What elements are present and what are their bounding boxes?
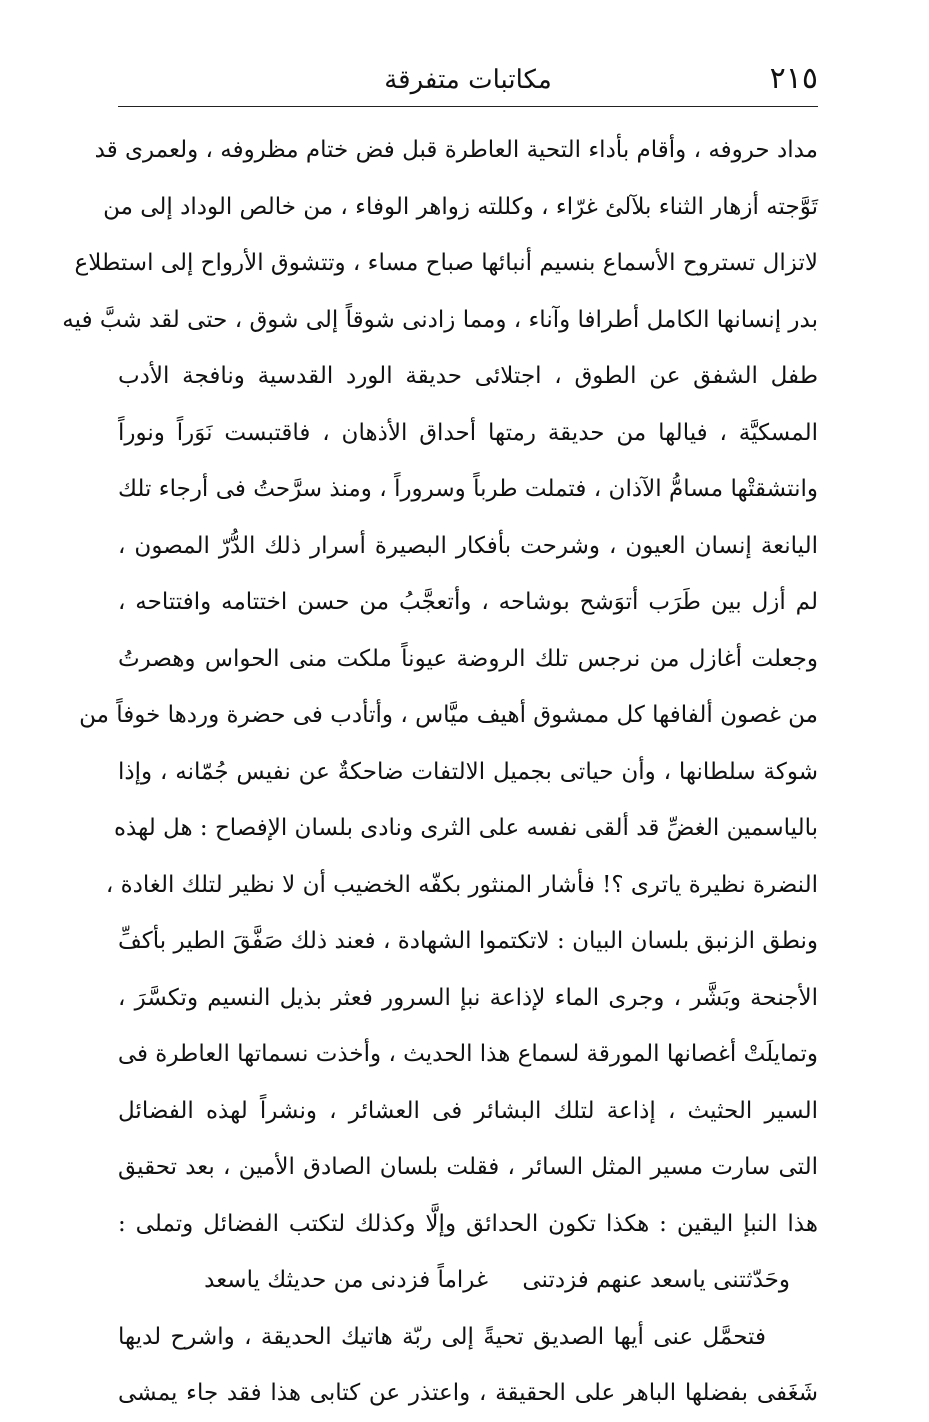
- text-line: من غصون ألفافها كل ممشوق أهيف ميَّاس ، وأتأدب فى حضرة وردها خوفاً من: [79, 702, 818, 728]
- text-line: مداد حروفه ، وأقام بأداء التحية العاطرة قبل فض ختام مظروفه ، ولعمرى قد: [94, 137, 818, 163]
- page-number: ٢١٥: [769, 61, 818, 96]
- text-line: بدر إنسانها الكامل أطرافا وآناء ، ومما زادنى شوقاً إلى شوق ، حتى لقد شبَّ فيه: [62, 306, 818, 333]
- text-line: الأجنحة وبَشَّر ، وجرى الماء لإذاعة نبإ السرور فعثر بذيل النسيم وتكسَّرَ ،: [118, 984, 818, 1011]
- text-line: لم أزل بين طَرَب أتوَشح بوشاحه ، وأتعجَّبُ من حسن اختتامه وافتتاحه ،: [118, 589, 818, 615]
- running-title: مكاتبات متفرقة: [384, 65, 552, 95]
- text-line: طفل الشفق عن الطوق ، اجتلائى حديقة الورد القدسية ونافجة الأدب: [118, 363, 818, 389]
- verse-first-hemistich: وحَدّثتنى ياسعد عنهم فزدتنى: [522, 1267, 790, 1293]
- text-line: فتحمَّل عنى أيها الصديق تحيةً إلى ربّة هاتيك الحديقة ، واشرح لديها: [118, 1323, 766, 1350]
- text-line: ونطق الزنبق بلسان البيان : لاتكتموا الشهادة ، فعند ذلك صَفَّقَ الطير بأكفِّ: [118, 928, 818, 954]
- body-text: [62, 122, 818, 1422]
- text-line: وجعلت أغازل من نرجس تلك الروضة عيوناً ملكت منى الحواس وهصرتُ: [118, 645, 818, 672]
- text-line: تَوَّجته أزهار الثناء بلآلئ غرّاء ، وكللته زواهر الوفاء ، من خالص الوداد إلى من: [103, 193, 818, 220]
- page-header: [118, 52, 818, 108]
- text-line: بالياسمين الغضِّ قد ألقى نفسه على الثرى ونادى بلسان الإفصاح : هل لهذه: [113, 815, 818, 841]
- text-line: وتمايلَتْ أغصانها المورقة لسماع هذا الحديث ، وأخذت نسماتها العاطرة فى: [117, 1041, 818, 1067]
- verse-second-hemistich: غراماً فزدنى من حديثك ياسعد: [204, 1267, 488, 1293]
- text-line: شَغَفى بفضلها الباهر على الحقيقة ، واعتذر عن كتابى هذا فقد جاء يمشى: [118, 1380, 818, 1406]
- text-line: لاتزال تستروح الأسماع بنسيم أنبائها صباح مساء ، وتتشوق الأرواح إلى استطلاع: [74, 250, 818, 276]
- text-line: المسكيَّة ، فيالها من حديقة رمتها أحداق الأذهان ، فاقتبست نَوَراً ونوراً: [118, 419, 818, 446]
- text-line: اليانعة إنسان العيون ، وشرحت بأفكار البصيرة أسرار ذلك الدُّرّ المصون ،: [118, 532, 818, 559]
- text-line: هذا النبإ اليقين : هكذا تكون الحدائق وإلَّا وكذلك لتكتب الفضائل وتملى :: [118, 1210, 818, 1237]
- poetry-verse: [118, 1252, 818, 1309]
- text-line: السير الحثيث ، إذاعة لتلك البشائر فى العشائر ، ونشراً لهذه الفضائل: [118, 1097, 818, 1124]
- text-line: النضرة نظيرة ياترى ؟! فأشار المنثور بكفّه الخضيب أن لا نظير لتلك الغادة ،: [105, 871, 818, 898]
- text-line: وانتشقتْها مسامُّ الآذان ، فتملت طرباً وسروراً ، ومنذ سرَّحتُ فى أرجاء تلك: [118, 476, 818, 502]
- header-rule: [118, 106, 818, 107]
- text-line: التى سارت مسير المثل السائر ، فقلت بلسان الصادق الأمين ، بعد تحقيق: [118, 1154, 818, 1180]
- text-line: شوكة سلطانها ، وأن حياتى بجميل الالتفات ضاحكةٌ عن نفيس جُمّانه ، وإذا: [118, 758, 818, 785]
